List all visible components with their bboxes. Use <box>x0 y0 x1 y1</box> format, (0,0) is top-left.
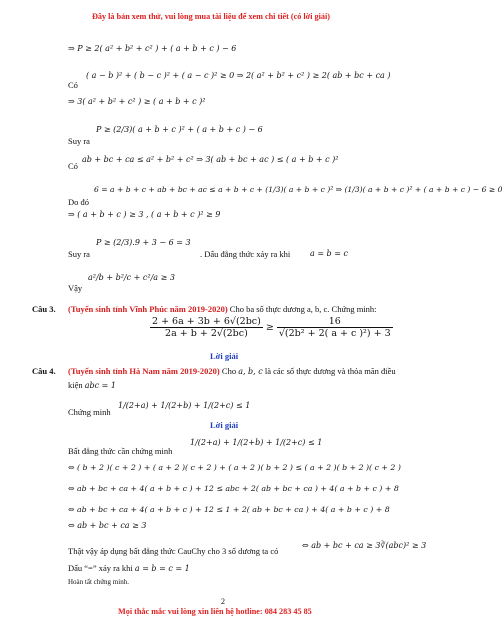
suy-ra-label: Suy ra <box>68 249 90 259</box>
lhs-numerator: 2 + 6a + 3b + 6√(2bc) <box>152 316 261 327</box>
question-label: Câu 4. <box>32 366 56 376</box>
hotline-notice: Mọi thắc mắc vui lòng xin liên hệ hotline: 084 283 45 85 <box>118 607 312 616</box>
question-source: (Tuyển sinh tỉnh Vĩnh Phúc năm 2019-2020) <box>68 304 228 314</box>
math-line: ( a − b )² + ( b − c )² + ( a − c )² ≥ 0 ⇒ 2( a² + b² + c² ) ≥ 2( ab + bc + ca ) <box>86 71 391 80</box>
math-line: P ≥ (2/3)( a + b + c )² + ( a + b + c ) − 6 <box>96 125 263 134</box>
math-line: ⇔ ab + bc + ca + 4( a + b + c ) + 12 ≤ 1 + 2( ab + bc + ca ) + 4( a + b + c ) + 8 <box>68 505 390 514</box>
rhs-denominator: √(2b² + 2( a + c )²) + 3 <box>278 328 391 339</box>
question-label: Câu 3. <box>32 304 56 314</box>
rhs-numerator: 16 <box>277 316 393 328</box>
geq-sign: ≥ <box>265 322 274 333</box>
condition: abc = 1 <box>84 381 117 390</box>
math-line: ⇒ P ≥ 2( a² + b² + c² ) + ( a + b + c ) − 6 <box>68 44 237 53</box>
prove-label: Chứng minh <box>68 407 111 417</box>
math-line: ⇒ ( a + b + c ) ≥ 3 , ( a + b + c )² ≥ 9 <box>68 210 221 219</box>
equal-text: Dấu “=” xảy ra khi <box>68 563 133 573</box>
condition-prefix: kiện <box>68 380 83 390</box>
math-line: ab + bc + ca ≤ a² + b² + c² ⇒ 3( ab + bc + ac ) ≤ ( a + b + c )² <box>82 155 339 164</box>
question-text: là các số thực dương và thỏa mãn điều <box>264 366 396 376</box>
cauchy-text: Thật vậy áp dụng bất đẳng thức CauChy cho 3 số dương ta có <box>68 546 279 556</box>
vay-label: Vậy <box>68 283 83 293</box>
co-label: Có <box>68 80 78 90</box>
math-line: ⇔ ( b + 2 )( c + 2 ) + ( a + 2 )( c + 2 ) + ( a + 2 )( b + 2 ) ≤ ( a + 2 )( b + 2 )( c + 2 ) <box>68 463 401 472</box>
equality-condition: a = b = c <box>310 249 348 258</box>
solution-heading: Lời giải <box>210 351 239 361</box>
question-vars: a, b, c <box>238 367 263 376</box>
math-line: ⇔ ab + bc + ca ≥ 3 <box>68 521 147 530</box>
cauchy-expression: ⇔ ab + bc + ca ≥ 3∛(abc)² ≥ 3 <box>302 541 427 550</box>
co-label: Có <box>68 161 78 171</box>
math-line: 1/(2+a) + 1/(2+b) + 1/(2+c) ≤ 1 <box>190 438 323 447</box>
math-line: a²/b + b²/c + c²/a ≥ 3 <box>88 273 175 282</box>
math-line: P ≥ (2/3).9 + 3 − 6 = 3 <box>96 238 191 247</box>
math-line: ⇒ 3( a² + b² + c² ) ≥ ( a + b + c )² <box>68 97 206 106</box>
prove-expression: 1/(2+a) + 1/(2+b) + 1/(2+c) ≤ 1 <box>118 401 251 410</box>
equality-text: . Dấu đẳng thức xảy ra khi <box>200 249 291 259</box>
do-do-label: Do đó <box>68 197 90 207</box>
need-label: Bất đẳng thức cần chứng minh <box>68 446 173 456</box>
solution-heading: Lời giải <box>210 420 239 430</box>
math-line: ⇔ ab + bc + ca + 4( a + b + c ) + 12 ≤ abc + 2( ab + bc + ca ) + 4( a + b + c ) + 8 <box>68 484 399 493</box>
cau3-inequality <box>150 316 393 339</box>
question-source: (Tuyển sinh tỉnh Hà Nam năm 2019-2020) <box>68 366 220 376</box>
equal-condition: a = b = c = 1 <box>134 564 190 573</box>
math-line: 6 = a + b + c + ab + bc + ac ≤ a + b + c + (1/3)( a + b + c )² ⇒ (1/3)( a + b + c )² + ( a + b + c ) − 6 ≥ 0 <box>94 185 502 194</box>
suy-ra-label: Suy ra <box>68 136 90 146</box>
lhs-denominator: 2a + b + 2√(2bc) <box>165 328 248 339</box>
question-text: Cho ba số thực dương a, b, c. Chứng minh: <box>229 304 377 314</box>
done-text: Hoàn tất chứng minh. <box>68 578 129 586</box>
question-text: Cho <box>221 366 237 376</box>
preview-notice: Đây là bản xem thử, vui lòng mua tài liệu để xem chi tiết (có lời giải) <box>92 12 331 21</box>
page-number: 2 <box>221 597 225 606</box>
